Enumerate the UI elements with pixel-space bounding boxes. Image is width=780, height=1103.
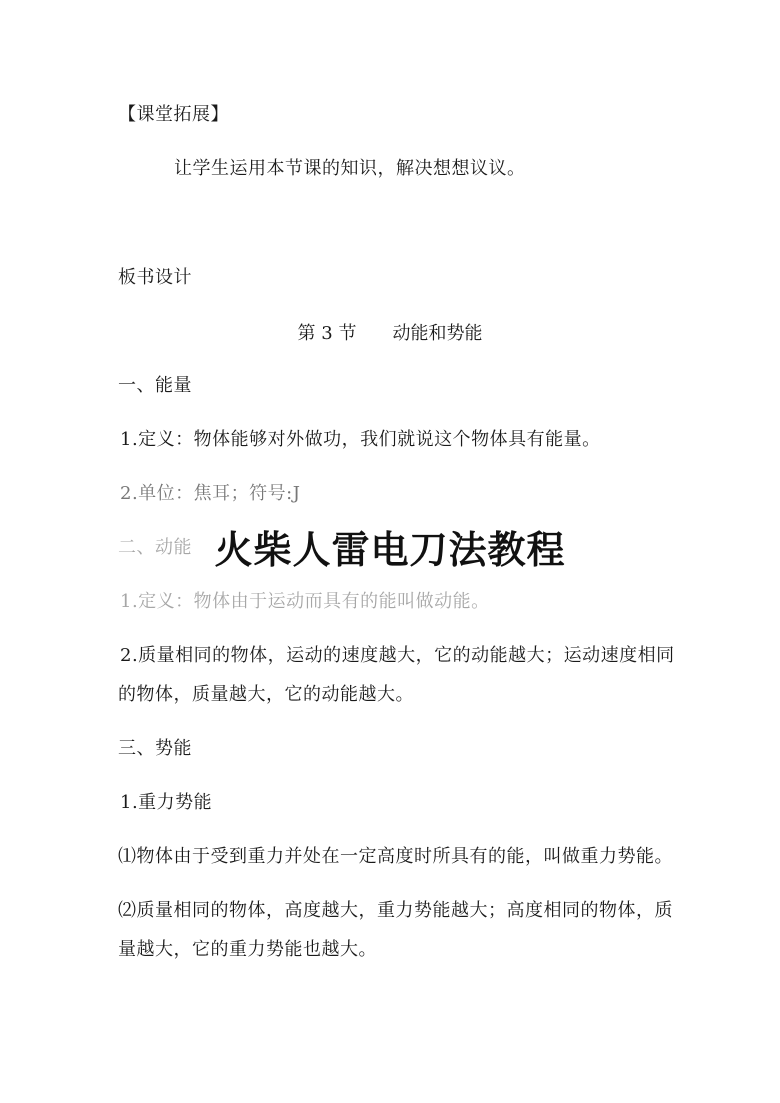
extension-heading: 【课堂拓展】 <box>118 104 229 125</box>
extension-text: 让学生运用本节课的知识，解决想想议议。 <box>174 158 526 179</box>
potential-heading: 三、势能 <box>118 738 192 759</box>
kinetic-heading: 二、动能 <box>118 537 192 558</box>
lesson-name: 动能和势能 <box>392 323 483 344</box>
gravity-relation-line1: ⑵质量相同的物体，高度越大，重力势能越大；高度相同的物体，质 <box>118 900 673 921</box>
energy-definition: 1.定义：物体能够对外做功，我们就说这个物体具有能量。 <box>120 429 601 450</box>
energy-unit: 2.单位：焦耳；符号:J <box>120 483 301 504</box>
kinetic-relation-line1: 2.质量相同的物体，运动的速度越大，它的动能越大；运动速度相同 <box>120 645 675 666</box>
lesson-title <box>0 322 780 346</box>
board-design-heading: 板书设计 <box>118 267 192 288</box>
lesson-number: 第 3 节 <box>297 323 357 344</box>
gravity-potential-heading: 1.重力势能 <box>120 792 213 813</box>
kinetic-definition: 1.定义：物体由于运动而具有的能叫做动能。 <box>120 591 490 612</box>
energy-heading: 一、能量 <box>118 375 192 396</box>
watermark-title: 火柴人雷电刀法教程 <box>214 528 566 572</box>
kinetic-relation-line2: 的物体，质量越大，它的动能越大。 <box>118 684 414 705</box>
gravity-potential-definition: ⑴物体由于受到重力并处在一定高度时所具有的能，叫做重力势能。 <box>118 846 673 867</box>
gravity-relation-line2: 量越大，它的重力势能也越大。 <box>118 939 377 960</box>
